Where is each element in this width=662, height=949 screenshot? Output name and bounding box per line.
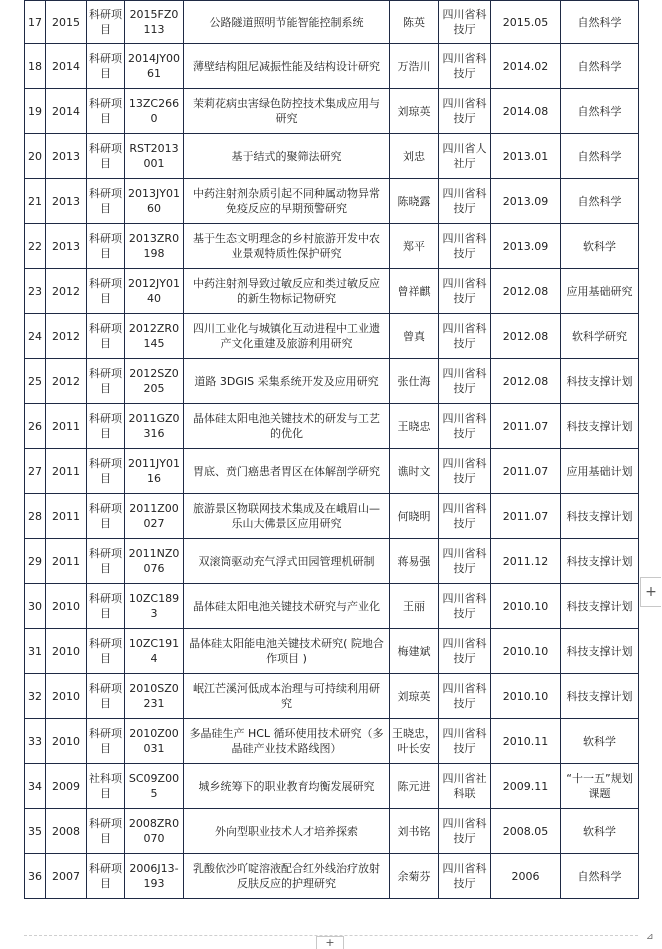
cell-date[interactable]: 2012.08: [491, 269, 561, 314]
cell-code[interactable]: 2014JY0061: [125, 44, 184, 89]
cell-person[interactable]: 万浩川: [390, 44, 439, 89]
table-body: [25, 1, 639, 899]
cell-dept[interactable]: 四川省科技厅: [439, 494, 491, 539]
cell-date[interactable]: 2010.10: [491, 674, 561, 719]
cell-category[interactable]: 科技支撑计划: [561, 404, 639, 449]
cell-title[interactable]: 薄壁结构阻尼减振性能及结构设计研究: [184, 44, 390, 89]
cell-date[interactable]: 2013.09: [491, 179, 561, 224]
cell-no[interactable]: 24: [25, 314, 46, 359]
cell-code[interactable]: 2011Z00027: [125, 494, 184, 539]
cell-date[interactable]: 2008.05: [491, 809, 561, 854]
cell-type[interactable]: 科研项目: [87, 629, 125, 674]
cell-no[interactable]: 27: [25, 449, 46, 494]
cell-person[interactable]: 刘琼英: [390, 674, 439, 719]
cell-dept[interactable]: 四川省科技厅: [439, 449, 491, 494]
cell-dept[interactable]: 四川省科技厅: [439, 269, 491, 314]
cell-category[interactable]: 自然科学: [561, 179, 639, 224]
cell-type[interactable]: 科研项目: [87, 44, 125, 89]
cell-person[interactable]: 余菊芬: [390, 854, 439, 899]
cell-category[interactable]: 自然科学: [561, 44, 639, 89]
cell-date[interactable]: 2012.08: [491, 359, 561, 404]
cell-title[interactable]: 道路 3DGIS 采集系统开发及应用研究: [184, 359, 390, 404]
cell-category[interactable]: 科技支撑计划: [561, 359, 639, 404]
cell-dept[interactable]: 四川省科技厅: [439, 809, 491, 854]
add-row-button[interactable]: +: [316, 936, 344, 949]
cell-category[interactable]: 自然科学: [561, 1, 639, 44]
cell-code[interactable]: 2012ZR0145: [125, 314, 184, 359]
cell-dept[interactable]: 四川省科技厅: [439, 584, 491, 629]
cell-dept[interactable]: 四川省科技厅: [439, 539, 491, 584]
cell-dept[interactable]: 四川省科技厅: [439, 1, 491, 44]
cell-code[interactable]: SC09Z005: [125, 764, 184, 809]
cell-no[interactable]: 28: [25, 494, 46, 539]
cell-date[interactable]: 2015.05: [491, 1, 561, 44]
cell-dept[interactable]: 四川省科技厅: [439, 719, 491, 764]
table-row: [25, 854, 639, 899]
cell-date[interactable]: 2010.10: [491, 584, 561, 629]
table-row: [25, 314, 639, 359]
cell-title[interactable]: 中药注射剂杂质引起不同种属动物异常免疫反应的早期预警研究: [184, 179, 390, 224]
table-row: [25, 809, 639, 854]
cell-year[interactable]: 2007: [46, 854, 87, 899]
projects-table-container: [24, 0, 638, 899]
table-row: [25, 584, 639, 629]
cell-type[interactable]: 科研项目: [87, 404, 125, 449]
table-row: [25, 449, 639, 494]
table-row: [25, 359, 639, 404]
table-row: [25, 539, 639, 584]
cell-no[interactable]: 23: [25, 269, 46, 314]
cell-no[interactable]: 36: [25, 854, 46, 899]
cell-type[interactable]: 社科项目: [87, 764, 125, 809]
cell-no[interactable]: 33: [25, 719, 46, 764]
cell-dept[interactable]: 四川省科技厅: [439, 674, 491, 719]
cell-person[interactable]: 陈英: [390, 1, 439, 44]
cell-person[interactable]: 曾祥麒: [390, 269, 439, 314]
table-row: [25, 179, 639, 224]
cell-category[interactable]: 软科学: [561, 719, 639, 764]
cell-type[interactable]: 科研项目: [87, 134, 125, 179]
table-row: [25, 629, 639, 674]
cell-title[interactable]: 外向型职业技术人才培养探索: [184, 809, 390, 854]
cell-title[interactable]: 茉莉花病虫害绿色防控技术集成应用与研究: [184, 89, 390, 134]
cell-person[interactable]: 王晓忠，叶长安: [390, 719, 439, 764]
cell-no[interactable]: 18: [25, 44, 46, 89]
cell-code[interactable]: 2006J13-193: [125, 854, 184, 899]
cell-date[interactable]: 2014.08: [491, 89, 561, 134]
cell-year[interactable]: 2012: [46, 314, 87, 359]
cell-type[interactable]: 科研项目: [87, 674, 125, 719]
cell-date[interactable]: 2013.01: [491, 134, 561, 179]
cell-title[interactable]: 晶体硅太阳电池关键技术的研发与工艺的优化: [184, 404, 390, 449]
cell-dept[interactable]: 四川省科技厅: [439, 404, 491, 449]
cell-type[interactable]: 科研项目: [87, 584, 125, 629]
cell-code[interactable]: 2008ZR0070: [125, 809, 184, 854]
cell-title[interactable]: 旅游景区物联网技术集成及在峨眉山—乐山大佛景区应用研究: [184, 494, 390, 539]
cell-no[interactable]: 35: [25, 809, 46, 854]
cell-title[interactable]: 晶体硅太阳电池关键技术研究与产业化: [184, 584, 390, 629]
cell-category[interactable]: 软科学: [561, 224, 639, 269]
cell-date[interactable]: 2010.11: [491, 719, 561, 764]
cell-title[interactable]: 胃底、贲门癌患者胃区在体解剖学研究: [184, 449, 390, 494]
cell-year[interactable]: 2010: [46, 719, 87, 764]
cell-code[interactable]: 13ZC2660: [125, 89, 184, 134]
cell-date[interactable]: 2013.09: [491, 224, 561, 269]
cell-dept[interactable]: 四川省科技厅: [439, 44, 491, 89]
cell-date[interactable]: 2011.07: [491, 404, 561, 449]
projects-table: [24, 0, 639, 899]
cell-date[interactable]: 2011.07: [491, 449, 561, 494]
cell-type[interactable]: 科研项目: [87, 269, 125, 314]
resize-handle-icon[interactable]: ⊿: [646, 932, 654, 942]
cell-date[interactable]: 2010.10: [491, 629, 561, 674]
table-row: [25, 1, 639, 44]
cell-no[interactable]: 31: [25, 629, 46, 674]
cell-category[interactable]: 应用基础研究: [561, 269, 639, 314]
cell-year[interactable]: 2010: [46, 674, 87, 719]
cell-category[interactable]: 科技支撑计划: [561, 539, 639, 584]
cell-dept[interactable]: 四川省科技厅: [439, 359, 491, 404]
table-row: [25, 269, 639, 314]
cell-no[interactable]: 25: [25, 359, 46, 404]
cell-category[interactable]: 软科学: [561, 809, 639, 854]
table-row: [25, 719, 639, 764]
cell-category[interactable]: “十一五”规划课题: [561, 764, 639, 809]
cell-date[interactable]: 2012.08: [491, 314, 561, 359]
cell-code[interactable]: 10ZC1893: [125, 584, 184, 629]
cell-date[interactable]: 2011.12: [491, 539, 561, 584]
cell-person[interactable]: 刘书铭: [390, 809, 439, 854]
cell-year[interactable]: 2013: [46, 134, 87, 179]
cell-type[interactable]: 科研项目: [87, 854, 125, 899]
cell-date[interactable]: 2009.11: [491, 764, 561, 809]
cell-person[interactable]: 曾真: [390, 314, 439, 359]
cell-code[interactable]: 2010SZ0231: [125, 674, 184, 719]
cell-code[interactable]: 2011JY0116: [125, 449, 184, 494]
cell-person[interactable]: 刘忠: [390, 134, 439, 179]
cell-year[interactable]: 2015: [46, 1, 87, 44]
cell-date[interactable]: 2006: [491, 854, 561, 899]
cell-title[interactable]: 基于结式的聚筛法研究: [184, 134, 390, 179]
table-row: [25, 404, 639, 449]
cell-person[interactable]: 王丽: [390, 584, 439, 629]
cell-category[interactable]: 自然科学: [561, 89, 639, 134]
cell-category[interactable]: 自然科学: [561, 854, 639, 899]
cell-category[interactable]: 应用基础计划: [561, 449, 639, 494]
cell-code[interactable]: RST2013001: [125, 134, 184, 179]
cell-type[interactable]: 科研项目: [87, 359, 125, 404]
cell-category[interactable]: 科技支撑计划: [561, 494, 639, 539]
cell-dept[interactable]: 四川省科技厅: [439, 854, 491, 899]
cell-dept[interactable]: 四川省社科联: [439, 764, 491, 809]
cell-category[interactable]: 科技支撑计划: [561, 629, 639, 674]
cell-code[interactable]: 2012SZ0205: [125, 359, 184, 404]
cell-no[interactable]: 30: [25, 584, 46, 629]
cell-title[interactable]: 城乡统筹下的职业教育均衡发展研究: [184, 764, 390, 809]
cell-type[interactable]: 科研项目: [87, 539, 125, 584]
table-row: [25, 764, 639, 809]
cell-no[interactable]: 29: [25, 539, 46, 584]
cell-date[interactable]: 2011.07: [491, 494, 561, 539]
cell-type[interactable]: 科研项目: [87, 224, 125, 269]
cell-category[interactable]: 软科学研究: [561, 314, 639, 359]
cell-type[interactable]: 科研项目: [87, 1, 125, 44]
cell-type[interactable]: 科研项目: [87, 719, 125, 764]
cell-no[interactable]: 20: [25, 134, 46, 179]
cell-type[interactable]: 科研项目: [87, 314, 125, 359]
cell-year[interactable]: 2014: [46, 44, 87, 89]
cell-type[interactable]: 科研项目: [87, 494, 125, 539]
cell-dept[interactable]: 四川省科技厅: [439, 314, 491, 359]
cell-no[interactable]: 32: [25, 674, 46, 719]
cell-year[interactable]: 2012: [46, 359, 87, 404]
cell-type[interactable]: 科研项目: [87, 809, 125, 854]
cell-code[interactable]: 2012JY0140: [125, 269, 184, 314]
cell-person[interactable]: 刘琼英: [390, 89, 439, 134]
cell-year[interactable]: 2012: [46, 269, 87, 314]
cell-person[interactable]: 郑平: [390, 224, 439, 269]
table-row: [25, 134, 639, 179]
cell-year[interactable]: 2009: [46, 764, 87, 809]
add-column-button[interactable]: +: [640, 577, 661, 607]
cell-title[interactable]: 双滚筒驱动充气浮式田园管理机研制: [184, 539, 390, 584]
cell-person[interactable]: 何晓明: [390, 494, 439, 539]
cell-person[interactable]: 王晓忠: [390, 404, 439, 449]
cell-code[interactable]: 10ZC1914: [125, 629, 184, 674]
cell-code[interactable]: 2013ZR0198: [125, 224, 184, 269]
cell-person[interactable]: 张仕海: [390, 359, 439, 404]
table-row: [25, 494, 639, 539]
cell-person[interactable]: 陈元进: [390, 764, 439, 809]
cell-no[interactable]: 21: [25, 179, 46, 224]
cell-year[interactable]: 2011: [46, 539, 87, 584]
cell-title[interactable]: 四川工业化与城镇化互动进程中工业遗产文化重建及旅游利用研究: [184, 314, 390, 359]
cell-no[interactable]: 26: [25, 404, 46, 449]
cell-title[interactable]: 晶体硅太阳能电池关键技术研究( 院地合作项目 ): [184, 629, 390, 674]
cell-person[interactable]: 蒋易强: [390, 539, 439, 584]
cell-title[interactable]: 乳酸依沙吖啶溶液配合红外线治疗放射反肤反应的护理研究: [184, 854, 390, 899]
cell-year[interactable]: 2010: [46, 629, 87, 674]
cell-dept[interactable]: 四川省科技厅: [439, 89, 491, 134]
cell-code[interactable]: 2015FZ0113: [125, 1, 184, 44]
cell-year[interactable]: 2010: [46, 584, 87, 629]
table-row: [25, 89, 639, 134]
cell-category[interactable]: 科技支撑计划: [561, 584, 639, 629]
cell-dept[interactable]: 四川省人社厅: [439, 134, 491, 179]
cell-year[interactable]: 2011: [46, 449, 87, 494]
cell-person[interactable]: 陈晓露: [390, 179, 439, 224]
cell-code[interactable]: 2013JY0160: [125, 179, 184, 224]
cell-type[interactable]: 科研项目: [87, 89, 125, 134]
cell-person[interactable]: 谯时文: [390, 449, 439, 494]
cell-year[interactable]: 2011: [46, 494, 87, 539]
cell-year[interactable]: 2008: [46, 809, 87, 854]
cell-type[interactable]: 科研项目: [87, 179, 125, 224]
cell-category[interactable]: 科技支撑计划: [561, 674, 639, 719]
cell-no[interactable]: 19: [25, 89, 46, 134]
cell-type[interactable]: 科研项目: [87, 449, 125, 494]
cell-year[interactable]: 2011: [46, 404, 87, 449]
cell-category[interactable]: 自然科学: [561, 134, 639, 179]
table-row: [25, 44, 639, 89]
cell-title[interactable]: 基于生态文明理念的乡村旅游开发中农业景观特质性保护研究: [184, 224, 390, 269]
cell-dept[interactable]: 四川省科技厅: [439, 629, 491, 674]
cell-year[interactable]: 2014: [46, 89, 87, 134]
cell-year[interactable]: 2013: [46, 179, 87, 224]
table-row: [25, 674, 639, 719]
cell-title[interactable]: 多晶硅生产 HCL 循环使用技术研究（多晶硅产业技术路线图）: [184, 719, 390, 764]
cell-date[interactable]: 2014.02: [491, 44, 561, 89]
cell-code[interactable]: 2010Z00031: [125, 719, 184, 764]
table-row: [25, 224, 639, 269]
cell-code[interactable]: 2011GZ0316: [125, 404, 184, 449]
cell-no[interactable]: 22: [25, 224, 46, 269]
cell-no[interactable]: 34: [25, 764, 46, 809]
cell-no[interactable]: 17: [25, 1, 46, 44]
cell-title[interactable]: 公路隧道照明节能智能控制系统: [184, 1, 390, 44]
cell-title[interactable]: 中药注射剂导致过敏反应和类过敏反应的新生物标记物研究: [184, 269, 390, 314]
cell-person[interactable]: 梅建斌: [390, 629, 439, 674]
cell-code[interactable]: 2011NZ0076: [125, 539, 184, 584]
cell-dept[interactable]: 四川省科技厅: [439, 224, 491, 269]
cell-title[interactable]: 岷江芒溪河低成本治理与可持续利用研究: [184, 674, 390, 719]
cell-year[interactable]: 2013: [46, 224, 87, 269]
cell-dept[interactable]: 四川省科技厅: [439, 179, 491, 224]
